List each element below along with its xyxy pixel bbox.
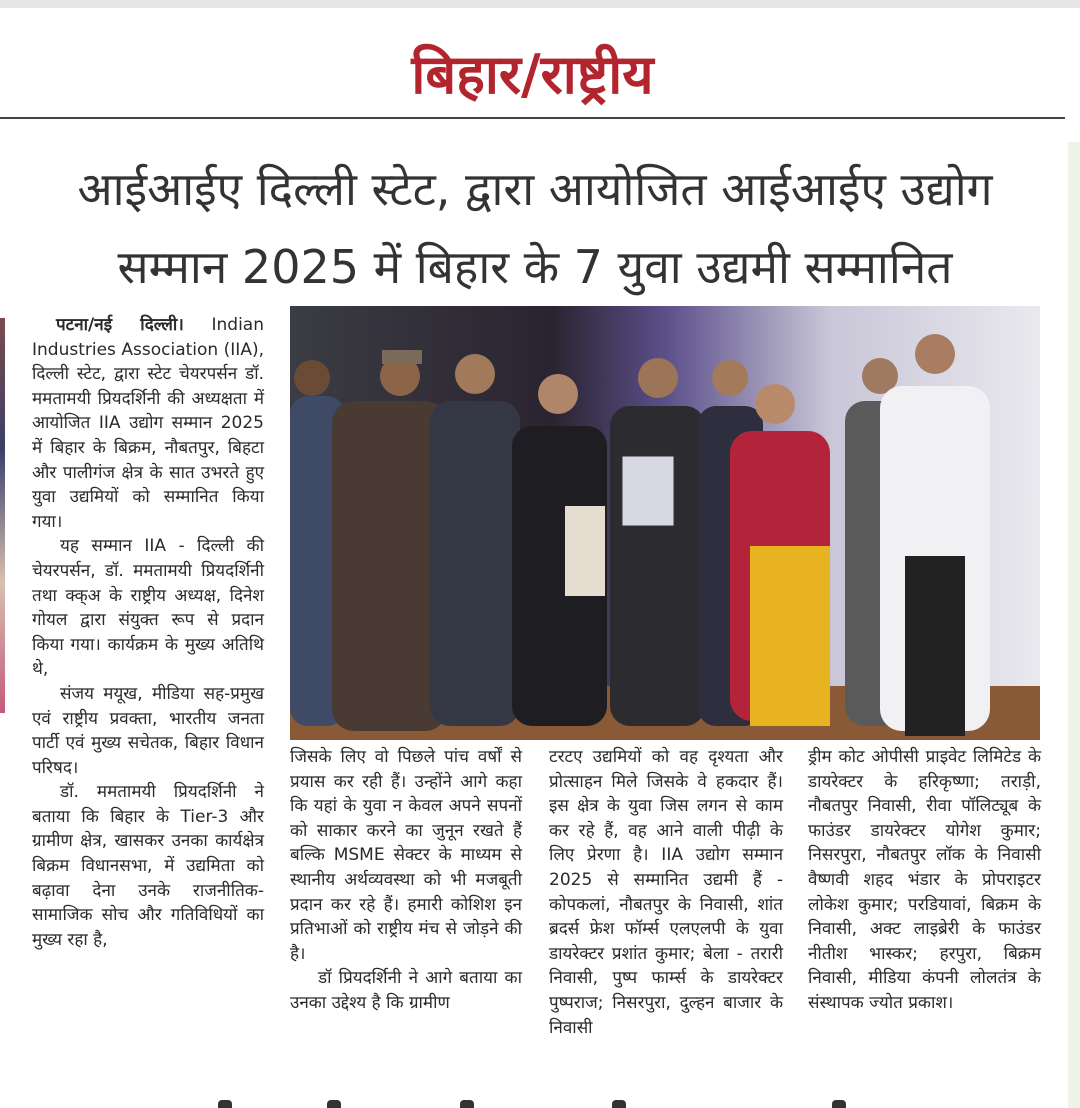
paragraph <box>32 313 264 534</box>
next-article-fragment <box>832 1100 846 1108</box>
next-article-fragment <box>612 1100 626 1108</box>
article-column-3 <box>549 745 783 1040</box>
headline-line-2: सम्मान 2025 में बिहार के 7 युवा उद्यमी सम्मानित <box>117 240 953 294</box>
dateline: पटना/नई दिल्ली। <box>56 315 184 335</box>
paragraph: जिसके लिए वो पिछले पांच वर्षों से प्रयास कर रही हैं। उन्होंने आगे कहा कि यहां के युवा न केवल अपने सपनों को साकार करने का जुनून रखते हैं बल्कि MSME सेक्टर के माध्यम से स्थानीय अर्थव्यवस्था को भी मजबूती प्रदान कर रहे हैं। हमारी कोशिश इन प्रतिभाओं को राष्ट्रीय मंच से जोड़ने की है। <box>290 747 522 964</box>
next-article-fragment <box>460 1100 474 1108</box>
section-rule <box>0 117 1065 119</box>
paragraph: यह सम्मान IIA - दिल्ली की चेयरपर्सन, डॉ. ममतामयी प्रियदर्शिनी तथा क्क्अ के राष्ट्रीय अध्यक्ष, दिनेश गोयल द्वारा संयुक्त रूप से प्रदान किया गया। कार्यक्रम के मुख्य अतिथि थे, <box>32 536 264 680</box>
page-top-strip <box>0 0 1080 8</box>
paragraph: संजय मयूख, मीडिया सह-प्रमुख एवं राष्ट्रीय प्रवक्ता, भारतीय जनता पार्टी एवं मुख्य सचेतक, बिहार विधान परिषद। <box>32 683 264 778</box>
paragraph: डॉ प्रियदर्शिनी ने आगे बताया का उनका उद्देश्य है कि ग्रामीण <box>290 968 522 1013</box>
paragraph: टरटए उद्यमियों को वह दृश्यता और प्रोत्साहन मिले जिसके वे हकदार हैं। इस क्षेत्र के युवा जिस लगन से काम कर रहे हैं, वह आने वाली पीढ़ी के लिए प्रेरणा है। IIA उद्योग सम्मान 2025 से सम्मानित उद्यमी हैं - कोपकलां, नौबतपुर के निवासी, शांत ब्रदर्स फ्रेश फॉर्म्स एलएलपी के युवा डायरेक्टर प्रशांत कुमार; बेला - तरारी निवासी, पुष्प फार्म्स के डायरेक्टर पुष्पराज; निसरपुरा, दुल्हन बाजार के निवासी <box>549 747 783 1038</box>
paragraph: डॉ. ममतामयी प्रियदर्शिनी ने बताया कि बिहार के Tier-3 और ग्रामीण क्षेत्र, खासकर उनका कार्यक्षेत्र बिक्रम विधानसभा, में उद्यमिता को बढ़ावा देना उनके राजनीतिक-सामाजिक सोच और गतिविधियों का मुख्य रहा है, <box>32 782 264 950</box>
headline <box>40 150 1030 306</box>
adjacent-column-strip <box>1068 142 1080 1108</box>
event-photo <box>290 306 1040 740</box>
adjacent-image-fragment <box>0 318 5 713</box>
paragraph: ड्रीम कोट ओपीसी प्राइवेट लिमिटेड के डायरेक्टर के हरिकृष्णा; तराड़ी, नौबतपुर निवासी, रीवा पॉलिट्यूब के फाउंडर डायरेक्टर योगेश कुमार; निसरपुरा, नौबतपुर लॉक के निवासी वैष्णवी शहद भंडार के प्रोपराइटर लोकेश कुमार; परडियावां, बिक्रम के निवासी, अक्ट लाइब्रेरी के फाउंडर नीतीश भास्कर; हरपुरा, बिक्रम निवासी, मीडिया कंपनी लोलतंत्र के संस्थापक ज्योत प्रकाश। <box>808 747 1041 1013</box>
article-column-1 <box>32 313 264 952</box>
paragraph-text: Indian Industries Association (IIA), दिल्ली स्टेट, द्वारा स्टेट चेयरपर्सन डॉ. ममतामयी प्रियदर्शिनी की अध्यक्षता में आयोजित IIA उद्योग सम्मान 2025 में बिहार के बिक्रम, नौबतपुर, बिहटा और पालीगंज क्षेत्र के सात उभरते हुए युवा उद्यमियों को सम्मानित किया गया। <box>32 315 264 532</box>
award-ceremony-photo <box>290 306 1040 740</box>
article-column-4 <box>808 745 1041 1016</box>
headline-line-1: आईआईए दिल्ली स्टेट, द्वारा आयोजित आईआईए उद्योग <box>77 162 993 216</box>
next-article-fragment <box>218 1100 232 1108</box>
next-article-fragment <box>327 1100 341 1108</box>
article-column-2 <box>290 745 522 1016</box>
section-title: बिहार/राष्ट्रीय <box>411 43 654 106</box>
